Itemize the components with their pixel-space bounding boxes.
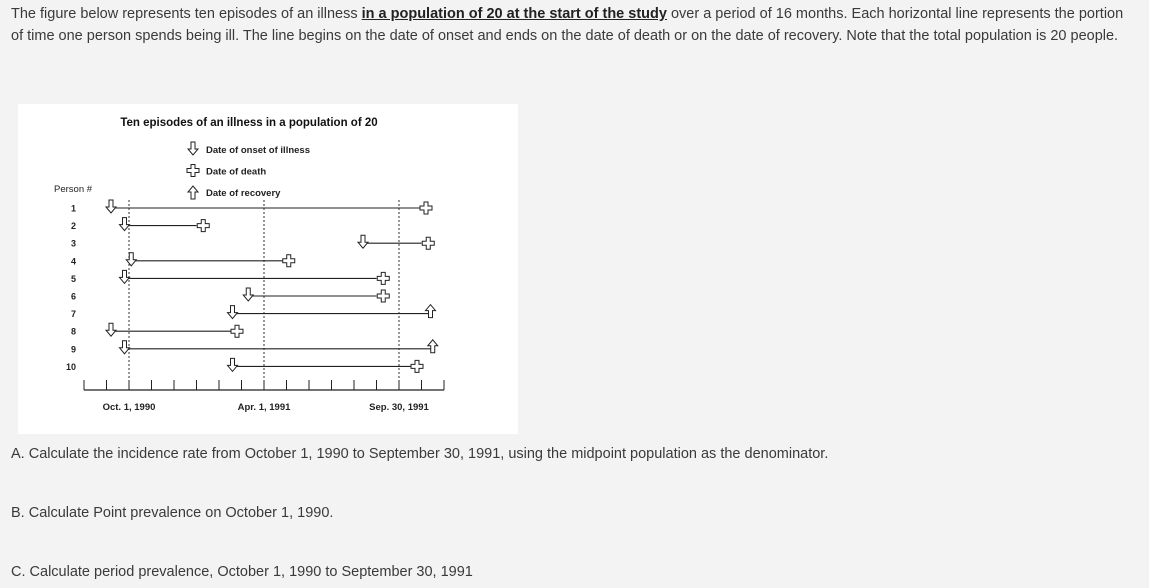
episode-person-1 — [106, 200, 432, 214]
person-labels — [66, 204, 76, 372]
episodes-diagram — [18, 104, 518, 434]
axis-date-label: Sep. 30, 1991 — [369, 402, 429, 413]
axis-date-label: Apr. 1, 1991 — [237, 402, 291, 413]
onset-arrow-icon — [120, 341, 130, 354]
onset-arrow-icon — [126, 253, 136, 266]
y-axis-label: Person # — [54, 184, 93, 195]
onset-arrow-icon — [120, 270, 130, 283]
person-label: 7 — [70, 309, 76, 320]
person-label: 10 — [65, 361, 76, 372]
person-label: 5 — [70, 273, 76, 284]
onset-arrow-icon — [106, 200, 116, 213]
episode-person-7 — [228, 305, 436, 319]
onset-arrow-icon — [228, 306, 238, 319]
figure-title: Ten episodes of an illness in a population of 20 — [120, 117, 378, 129]
person-label: 1 — [70, 203, 76, 214]
question-a: A. Calculate the incidence rate from October 1, 1990 to September 30, 1991, using the midpoint population as the denominator. — [11, 446, 829, 462]
person-label: 6 — [70, 291, 76, 302]
person-label: 2 — [70, 221, 76, 232]
intro-text-2: over a period of 16 months. Each horizontal line represents the portion of time one person spends being ill. The line begins on the date of onset and ends on the date of death or on the date of recovery. Note that the total population is 20 people. — [11, 6, 1124, 44]
death-cross-icon — [420, 202, 432, 214]
person-label: 4 — [70, 256, 76, 267]
episode-person-5 — [120, 270, 390, 284]
episode-person-8 — [106, 323, 243, 337]
person-label: 9 — [70, 344, 76, 355]
death-cross-icon — [231, 325, 243, 337]
episode-person-6 — [243, 288, 389, 302]
death-cross-icon — [283, 255, 295, 267]
onset-arrow-icon — [243, 288, 253, 301]
legend-label: Date of recovery — [206, 188, 281, 199]
death-cross-icon — [422, 237, 434, 249]
cross-icon — [187, 165, 199, 177]
illness-episodes-figure — [18, 104, 518, 434]
onset-arrow-icon — [106, 323, 116, 336]
question-b: B. Calculate Point prevalence on October 1, 1990. — [11, 505, 334, 521]
legend-label: Date of death — [206, 166, 267, 178]
death-cross-icon — [197, 220, 209, 232]
episode-person-10 — [228, 358, 424, 372]
legend — [187, 142, 310, 199]
onset-arrow-icon — [120, 218, 130, 231]
onset-arrow-icon — [358, 235, 368, 248]
episode-person-3 — [358, 235, 434, 249]
episode-lines — [106, 200, 438, 372]
death-cross-icon — [377, 290, 389, 302]
episode-person-9 — [120, 340, 438, 354]
episode-person-4 — [126, 253, 295, 267]
time-axis — [84, 380, 444, 413]
legend-label: Date of onset of illness — [206, 145, 310, 156]
recovery-arrow-icon — [426, 305, 436, 318]
person-label: 3 — [70, 238, 76, 249]
axis-date-label: Oct. 1, 1990 — [102, 402, 156, 413]
arrow-up-icon — [188, 186, 198, 199]
question-c: C. Calculate period prevalence, October 1, 1990 to September 30, 1991 — [11, 564, 473, 580]
intro-text-1: The figure below represents ten episodes of an illness — [11, 6, 362, 22]
person-label: 8 — [70, 326, 76, 337]
arrow-down-icon — [188, 142, 198, 155]
intro-paragraph — [11, 3, 1131, 47]
episode-person-2 — [120, 218, 210, 232]
intro-emphasis: in a population of 20 at the start of the study — [361, 6, 667, 22]
date-guides — [129, 200, 399, 386]
onset-arrow-icon — [228, 358, 238, 371]
recovery-arrow-icon — [428, 340, 438, 353]
death-cross-icon — [411, 360, 423, 372]
death-cross-icon — [377, 272, 389, 284]
